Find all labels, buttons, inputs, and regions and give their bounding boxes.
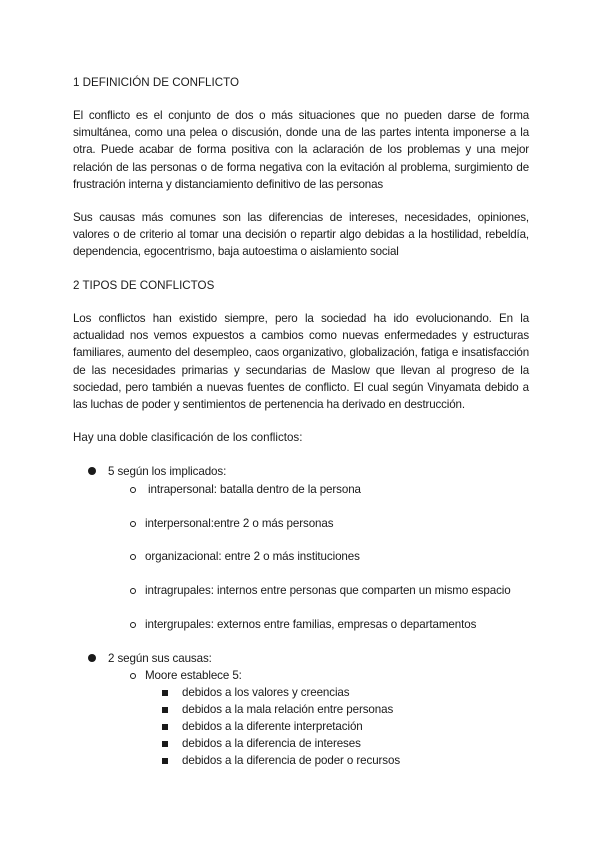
subsublist-item — [182, 684, 349, 701]
disc-bullet-icon — [88, 463, 96, 480]
list-item-label: 2 según sus causas: — [108, 652, 212, 665]
classification-intro: Hay una doble clasificación de los conflictos: — [73, 431, 303, 444]
circle-bullet-icon — [130, 582, 136, 599]
square-bullet-icon — [162, 684, 168, 701]
sublist-item-text: organizacional: entre 2 o más instituciones — [145, 550, 360, 563]
circle-bullet-icon — [130, 667, 136, 684]
list-item-causas — [108, 650, 212, 667]
square-bullet-icon — [162, 752, 168, 769]
section-1-heading: 1 DEFINICIÓN DE CONFLICTO — [73, 76, 239, 89]
subsublist-item-text: debidos a la diferencia de poder o recursos — [182, 754, 401, 767]
sublist-item-text: intrapersonal: batalla dentro de la persona — [148, 483, 361, 496]
circle-bullet-icon — [130, 616, 136, 633]
list-item-label: 5 según los implicados: — [108, 465, 227, 478]
subsublist-item-text: debidos a la mala relación entre personas — [182, 703, 394, 716]
section-1-paragraph-1: El conflicto es el conjunto de dos o más situaciones que no pueden darse de forma simultánea, como una pelea o discusión, donde una de las partes intenta imponerse a la otra. Puede acabar de forma positiva con la aclaración de los problemas y una mejor relación de las personas o de forma negativa con la evitación al problema, surgimiento de frustración interna y distanciamiento definitivo de las personas — [73, 109, 529, 191]
sublist-item — [145, 582, 511, 599]
circle-bullet-icon — [130, 548, 136, 565]
subsublist-item — [182, 701, 393, 718]
sublist-item-text: interpersonal:entre 2 o más personas — [145, 517, 334, 530]
circle-bullet-icon — [130, 515, 136, 532]
square-bullet-icon — [162, 735, 168, 752]
sublist-item-moore — [145, 667, 242, 684]
sublist-item — [145, 616, 476, 633]
subsublist-item — [182, 752, 400, 769]
sublist-item-text: intragrupales: internos entre personas que comparten un mismo espacio — [145, 584, 511, 597]
sublist-item-text: intergrupales: externos entre familias, empresas o departamentos — [145, 618, 477, 631]
sublist-item-text: Moore establece 5: — [145, 669, 242, 682]
section-2-heading: 2 TIPOS DE CONFLICTOS — [73, 279, 215, 292]
sublist-item — [145, 548, 360, 565]
subsublist-item-text: debidos a la diferencia de intereses — [182, 737, 361, 750]
subsublist-item-text: debidos a la diferente interpretación — [182, 720, 363, 733]
sublist-item — [145, 515, 333, 532]
subsublist-item — [182, 735, 361, 752]
square-bullet-icon — [162, 701, 168, 718]
disc-bullet-icon — [88, 650, 96, 667]
circle-bullet-icon — [130, 481, 136, 498]
list-item-implicados — [108, 463, 226, 480]
subsublist-item-text: debidos a los valores y creencias — [182, 686, 350, 699]
section-1-paragraph-2: Sus causas más comunes son las diferencias de intereses, necesidades, opiniones, valores o de criterio al tomar una decisión o repartir algo debidas a la hostilidad, rebeldía, dependencia, egocentrismo, baja autoestima o aislamiento social — [73, 211, 529, 259]
square-bullet-icon — [162, 718, 168, 735]
sublist-item — [148, 481, 361, 498]
section-2-paragraph-1: Los conflictos han existido siempre, pero la sociedad ha ido evolucionando. En la actualidad nos vemos expuestos a cambios como nuevas enfermedades y estructuras familiares, aumento del desempleo, caos organizativo, globalización, fatiga e insatisfacción de las necesidades primarias y secundarias de Maslow que llevan al progreso de la sociedad, pero también a nuevas fuentes de conflicto. El cual según Vinyamata debido a las luchas de poder y sentimientos de pertenencia ha derivado en destrucción. — [73, 312, 529, 412]
subsublist-item — [182, 718, 363, 735]
